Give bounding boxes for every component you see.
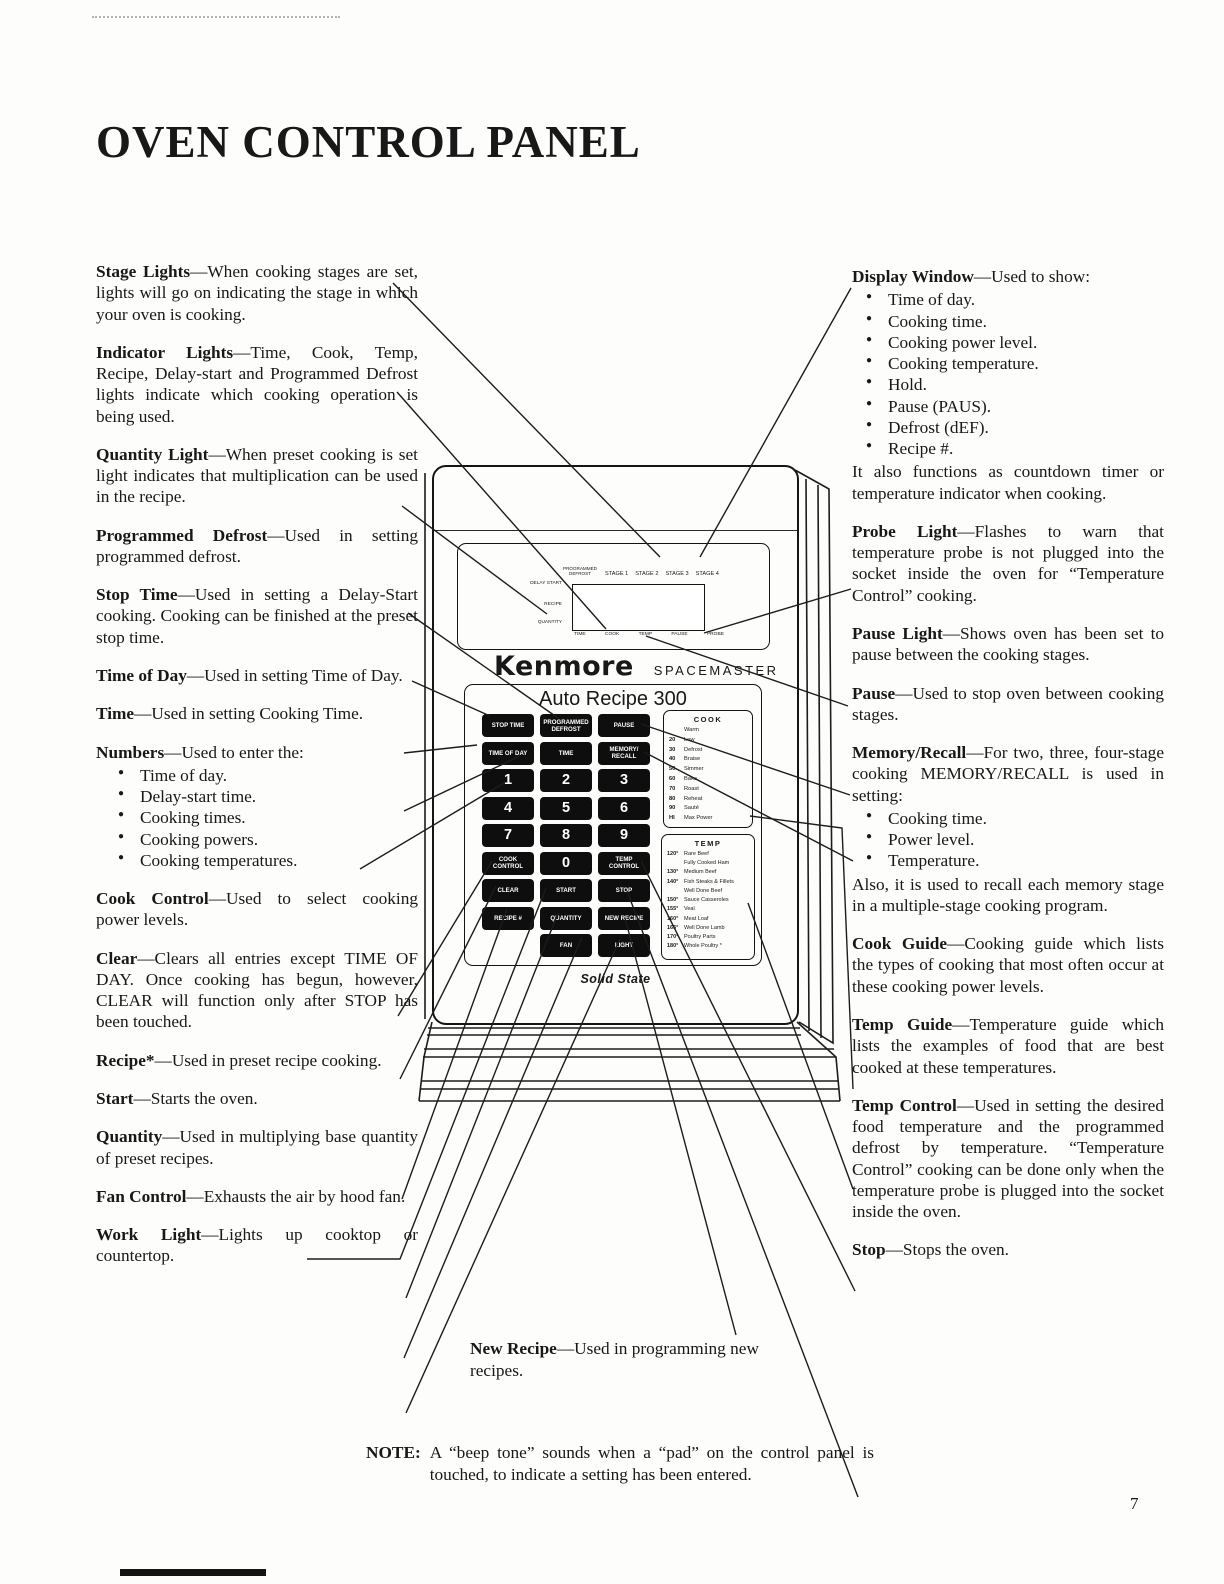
key-7: 7 (482, 824, 534, 847)
definition-after: Also, it is used to recall each memory stage in a multiple-stage cooking program. (852, 874, 1164, 915)
guide-label: Veal (684, 906, 695, 913)
brand-suffix: SPACEMASTER (653, 663, 779, 678)
guide-value: 165° (667, 924, 679, 931)
key-quantity: QUANTITY (540, 907, 592, 930)
guide-row (662, 850, 754, 859)
guide-value: 50 (669, 766, 676, 773)
key-time-of-day: TIME OF DAY (482, 742, 534, 765)
definition-term: Quantity Light (96, 444, 209, 464)
definition-quantity-light (96, 444, 418, 508)
definition-head (96, 1126, 418, 1169)
definition-stage-lights (96, 261, 418, 325)
display-window-drawing (457, 543, 770, 650)
definition-term: Quantity (96, 1127, 163, 1147)
definition-desc: —Clears all entries except TIME OF DAY. Once cooking has begun, however, CLEAR will function only after STOP has been touched. (96, 948, 418, 1032)
guide-row (662, 942, 754, 951)
definition-probe-light (852, 521, 1164, 606)
key-5: 5 (540, 797, 592, 820)
bullet-item: ● Cooking power level. (888, 332, 1164, 353)
scan-noise (92, 16, 340, 18)
guide-row (664, 814, 752, 824)
guide-row (662, 887, 754, 896)
definition-head (96, 1224, 418, 1267)
brand-logo: Kenmore (494, 651, 634, 682)
bullet-item: ● Time of day. (888, 289, 1164, 310)
definition-head (852, 742, 1164, 806)
key-pause: PAUSE (598, 714, 650, 737)
guide-label: Whole Poultry * (684, 943, 722, 950)
definition-after: It also functions as countdown timer or temperature indicator when cooking. (852, 462, 1164, 503)
guide-value: 40 (669, 756, 676, 763)
definition-term: New Recipe (470, 1339, 557, 1358)
definition-desc: —Used in preset recipe cooking. (154, 1050, 382, 1070)
key-1: 1 (482, 769, 534, 792)
guide-value: 30 (669, 746, 676, 753)
guide-label: Simmer (684, 766, 704, 773)
brand-row (494, 651, 779, 682)
definition-indicator-lights (96, 342, 418, 427)
bullet-list (96, 765, 418, 871)
definition-start (96, 1088, 418, 1109)
indicator-label: PAUSE (671, 632, 688, 637)
definition-term: Fan Control (96, 1186, 187, 1206)
definition-desc: —Used to stop oven between cooking stages. (852, 683, 1164, 724)
key-0: 0 (540, 852, 592, 875)
bullet-item: ● Delay-start time. (140, 786, 418, 807)
definition-term: Pause (852, 683, 896, 703)
display-side-label: RECIPE (544, 602, 562, 607)
panel-face (432, 465, 799, 1025)
definition-term: Indicator Lights (96, 342, 234, 362)
guide-value: 140° (667, 878, 679, 885)
definition-desc: —Used in programming new recipes. (470, 1339, 759, 1381)
guide-row (664, 785, 752, 795)
right-definitions-column (852, 266, 1164, 1278)
definition-desc: —Used in setting the desired food temperature and the programmed defrost by temperature. “Temperature Control” cooking can be done only when the temperature probe is plugged into the socket inside the oven. (852, 1095, 1164, 1222)
key-9: 9 (598, 824, 650, 847)
guide-row (662, 924, 754, 933)
definition-quantity (96, 1126, 418, 1169)
definition-desc: —Cooking guide which lists the types of cooking that most often occur at these cooking power levels. (852, 934, 1164, 996)
oven-panel-illustration (420, 458, 850, 1118)
definition-time (96, 703, 418, 724)
definition-pause-light (852, 623, 1164, 666)
guide-value (667, 859, 684, 868)
guide-row (662, 915, 754, 924)
guide-label: Low (684, 736, 695, 743)
indicator-label: PROBE (706, 632, 724, 637)
display-screen (572, 584, 705, 631)
guide-label: Rare Beef (684, 851, 709, 857)
bullet-item: ● Cooking times. (140, 807, 418, 828)
definition-term: Numbers (96, 742, 165, 762)
definition-head (852, 623, 1164, 666)
definition-term: Probe Light (852, 521, 958, 541)
definition-term: Stop (852, 1240, 886, 1260)
definition-head (96, 742, 418, 763)
definition-head (852, 521, 1164, 606)
guide-row (662, 859, 754, 868)
stage-label: STAGE 1 (605, 570, 629, 577)
definition-head (96, 948, 418, 1033)
definition-stop (852, 1239, 1164, 1260)
guide-value: 150° (667, 897, 679, 904)
guide-value: 90 (669, 805, 676, 812)
definition-programmed-defrost (96, 525, 418, 568)
guide-value: 130° (667, 869, 679, 876)
key-recipe: RECIPE # (482, 907, 534, 930)
definition-term: Temp Guide (852, 1014, 953, 1034)
definition-numbers (96, 742, 418, 872)
definition-term: Display Window (852, 267, 974, 286)
definition-time-of-day (96, 665, 418, 686)
guide-value: 180° (667, 943, 679, 950)
bullet-item: ● Temperature. (888, 850, 1164, 871)
guide-row (662, 933, 754, 942)
key-time: TIME (540, 742, 592, 765)
definition-clear (96, 948, 418, 1033)
guide-value: 20 (669, 736, 676, 743)
display-side-label: QUANTITY (537, 620, 562, 625)
model-name: Auto Recipe 300 (539, 688, 687, 710)
stage-label: STAGE 2 (635, 570, 659, 577)
key-stop-time: STOP TIME (482, 714, 534, 737)
guide-row (662, 878, 754, 887)
definition-desc: —Used to enter the: (164, 742, 304, 762)
bottom-rule (120, 1569, 266, 1576)
guide-row (664, 746, 752, 756)
key-new-recipe: NEW RECIPE (598, 907, 650, 930)
definition-desc: —Used to select cooking power levels. (96, 889, 418, 930)
definition-term: Memory/Recall (852, 743, 967, 763)
definition-head (96, 261, 418, 325)
guide-row (662, 905, 754, 914)
definition-desc: —Used in multiplying base quantity of preset recipes. (96, 1127, 418, 1168)
definition-desc: —Flashes to warn that temperature probe is not plugged into the socket inside the oven for “Temperature Control” cooking. (852, 521, 1164, 605)
guide-row (664, 765, 752, 775)
solid-state-label: Solid State (580, 972, 651, 986)
definition-cook-control (96, 888, 418, 931)
bullet-item: ● Cooking time. (888, 311, 1164, 332)
cook-guide-box (663, 710, 753, 828)
definition-head (96, 584, 418, 648)
guide-value: HI (669, 815, 675, 822)
definition-term: Programmed Defrost (96, 525, 268, 545)
definition-head (852, 1095, 1164, 1223)
guide-label: Meat Loaf (684, 915, 709, 922)
key-start: START (540, 879, 592, 902)
bullet-item: ● Cooking powers. (140, 829, 418, 850)
indicator-label: TIME (574, 632, 586, 637)
definition-head (852, 266, 1164, 287)
definition-head (96, 1186, 418, 1207)
bullet-list (852, 808, 1164, 872)
new-recipe-definition (470, 1338, 764, 1383)
key-8: 8 (540, 824, 592, 847)
guide-label: Sauté (684, 805, 699, 812)
definition-head (852, 1239, 1164, 1260)
indicator-label: TEMP (638, 632, 653, 637)
guide-value: 160° (667, 915, 679, 922)
guide-label: Well Done Lamb (684, 924, 725, 931)
definition-head (96, 1050, 418, 1071)
guide-value (667, 887, 684, 896)
definition-desc: —Used in setting Cooking Time. (134, 704, 364, 724)
definition-head (96, 342, 418, 427)
definition-term: Recipe* (96, 1050, 155, 1070)
definition-term: Cook Control (96, 889, 209, 909)
guide-label: Fully Cooked Ham (684, 860, 730, 867)
guide-value: 120° (667, 851, 679, 857)
definition-term: Stage Lights (96, 262, 191, 281)
guide-label: Roast (684, 785, 699, 792)
definition-desc: —Shows oven has been set to pause between the cooking stages. (852, 623, 1165, 665)
guide-value: 155° (667, 906, 679, 913)
definition-head (96, 1088, 418, 1109)
definition-head (96, 525, 418, 568)
guide-label: Bake (684, 775, 697, 782)
definition-desc: —When cooking stages are set, lights will go on indicating the stage in which your oven is cooking. (96, 262, 418, 324)
guide-label: Medium Beef (684, 869, 717, 876)
note-label: NOTE: (366, 1443, 421, 1462)
definition-head (96, 703, 418, 724)
definition-pause (852, 683, 1164, 726)
definition-desc: —Used in setting a Delay-Start cooking. Cooking can be finished at the preset stop time. (96, 585, 418, 647)
definition-desc: —Used in setting programmed defrost. (96, 525, 418, 566)
stage-label: STAGE 4 (695, 570, 719, 577)
definition-term: Cook Guide (852, 934, 948, 954)
definition-temp-guide (852, 1014, 1164, 1078)
key-fan: FAN (540, 934, 592, 957)
guide-value: 170° (667, 934, 679, 941)
definition-head (852, 683, 1164, 726)
definition-desc: —Used in setting Time of Day. (186, 665, 403, 685)
guide-label: Fish Steaks & Fillets (684, 878, 734, 885)
guide-label: Sauce Casseroles (684, 897, 729, 904)
definition-head (96, 444, 418, 508)
guide-label: Max Power (684, 815, 713, 822)
bullet-item: ● Time of day. (140, 765, 418, 786)
guide-row (662, 868, 754, 877)
bullet-item: ● Cooking temperature. (888, 353, 1164, 374)
programmed-defrost-label: PROGRAMMED DEFROST (563, 566, 597, 577)
guide-label: Braise (684, 756, 701, 763)
key-cook-control: COOK CONTROL (482, 852, 534, 875)
definition-term: Temp Control (852, 1095, 957, 1115)
temp-guide-box (661, 834, 755, 960)
key-stop: STOP (598, 879, 650, 902)
definition-head (96, 888, 418, 931)
guide-title: COOK (693, 715, 723, 724)
key-light: LIGHT (598, 934, 650, 957)
guide-row (664, 736, 752, 746)
page-number: 7 (1130, 1494, 1139, 1513)
definition-head (852, 933, 1164, 997)
guide-value: 80 (669, 795, 676, 802)
note (366, 1442, 874, 1486)
definition-temp-control (852, 1095, 1164, 1223)
key-3: 3 (598, 769, 650, 792)
bullet-item: ● Power level. (888, 829, 1164, 850)
definition-term: Start (96, 1088, 134, 1108)
definition-desc: —Lights up cooktop or countertop. (96, 1225, 419, 1266)
indicator-lights-row (574, 632, 724, 637)
definition-cook-guide (852, 933, 1164, 997)
definition-desc: —Stops the oven. (885, 1240, 1009, 1260)
guide-row (664, 755, 752, 765)
guide-value: 70 (669, 785, 676, 792)
definition-desc: —When preset cooking is set light indicates that multiplication can be used in the recipe. (96, 444, 418, 507)
definition-fan-control (96, 1186, 418, 1207)
definition-desc: —Starts the oven. (133, 1088, 258, 1108)
key-2: 2 (540, 769, 592, 792)
key-temp-control: TEMP CONTROL (598, 852, 650, 875)
definition-work-light (96, 1224, 418, 1267)
guide-label: Reheat (684, 795, 703, 802)
definition-term: Work Light (96, 1225, 202, 1245)
bullet-item: ● Pause (PAUS). (888, 396, 1164, 417)
definition-head (852, 1014, 1164, 1078)
key-programmed-defrost: PROGRAMMED DEFROST (540, 714, 592, 737)
guide-label: Poultry Parts (684, 934, 716, 941)
bullet-item: ● Recipe #. (888, 438, 1164, 459)
definition-recipe (96, 1050, 418, 1071)
definition-desc: —Used to show: (973, 267, 1090, 286)
display-side-label: DELAY START (530, 581, 562, 586)
stage-label: STAGE 3 (665, 570, 689, 577)
definition-display-window (852, 266, 1164, 504)
bullet-item: ● Cooking time. (888, 808, 1164, 829)
guide-row (664, 795, 752, 805)
note-text: A “beep tone” sounds when a “pad” on the control panel is touched, to indicate a setting has been entered. (429, 1443, 874, 1485)
definition-term: Pause Light (852, 623, 943, 643)
stage-lights-row (562, 566, 719, 577)
panel-seam (434, 530, 797, 531)
definition-term: Time of Day (96, 665, 187, 685)
definition-head (470, 1338, 764, 1383)
guide-row (664, 775, 752, 785)
key-memory-recall: MEMORY/ RECALL (598, 742, 650, 765)
guide-title: TEMP (694, 839, 722, 848)
key-clear: CLEAR (482, 879, 534, 902)
guide-label: Warm (684, 727, 699, 733)
definition-desc: —Time, Cook, Temp, Recipe, Delay-start and Programmed Defrost lights indicate which cooking operation is being used. (96, 342, 418, 426)
left-definitions-column (96, 261, 418, 1284)
key-6: 6 (598, 797, 650, 820)
definition-desc: —Temperature guide which lists the examples of food that are best cooked at these temperatures. (852, 1014, 1164, 1077)
indicator-label: COOK (604, 632, 620, 637)
definition-stop-time (96, 584, 418, 648)
guide-value: 60 (669, 775, 676, 782)
definition-memory-recall (852, 742, 1164, 916)
guide-row (664, 804, 752, 814)
bullet-list (852, 289, 1164, 459)
guide-row (662, 896, 754, 905)
key-4: 4 (482, 797, 534, 820)
definition-term: Stop Time (96, 585, 178, 605)
guide-label: Defrost (684, 746, 703, 753)
guide-value (669, 726, 684, 736)
page-title: OVEN CONTROL PANEL (96, 117, 641, 167)
guide-row (664, 726, 752, 736)
definition-desc: —Exhausts the air by hood fan. (186, 1186, 406, 1206)
bullet-item: ● Defrost (dEF). (888, 417, 1164, 438)
definition-term: Clear (96, 948, 138, 968)
definition-head (96, 665, 418, 686)
definition-term: Time (96, 704, 135, 724)
bullet-item: ● Cooking temperatures. (140, 850, 418, 871)
bullet-item: ● Hold. (888, 374, 1164, 395)
definition-desc: —For two, three, four-stage cooking MEMORY/RECALL is used in setting: (852, 743, 1164, 805)
guide-label: Well Done Beef (684, 887, 723, 894)
